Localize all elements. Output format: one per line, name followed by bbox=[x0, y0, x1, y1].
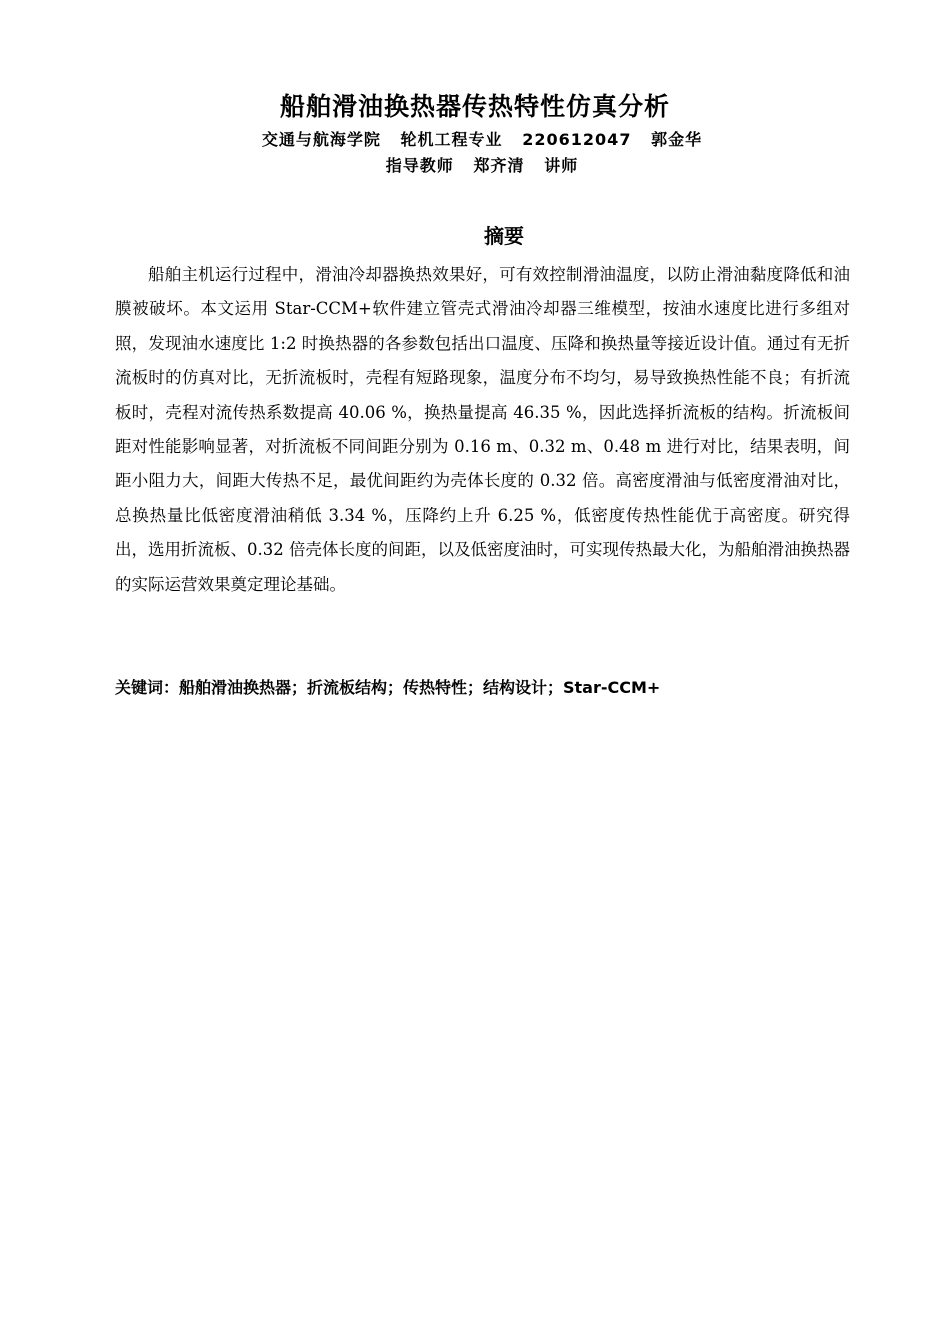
keywords-line: 关键词：船舶滑油换热器；折流板结构；传热特性；结构设计；Star-CCM+ bbox=[115, 678, 661, 697]
paper-title: 船舶滑油换热器传热特性仿真分析 bbox=[279, 92, 670, 121]
abstract-heading: 摘要 bbox=[484, 224, 524, 248]
author-info: 交通与航海学院 轮机工程专业 220612047 郭金华 bbox=[261, 130, 703, 149]
advisor-info: 指导教师 郑齐清 讲师 bbox=[385, 156, 579, 175]
abstract-body: 船舶主机运行过程中，滑油冷却器换热效果好，可有效控制滑油温度，以防止滑油黏度降低和油膜被破坏。本文运用 Star-CCM+软件建立管壳式滑油冷却器三维模型，按油水速度比进行多组对照，发现油水速度比 1:2 时换热器的各参数包括出口温度、压降和换热量等接近设计值。通过有无折流板时的仿真对比，无折流板时，壳程有短路现象，温度分布不均匀，易导致换热性能不良；有折流板时，壳程对流传热系数提高 40.06 %，换热量提高 46.35 %，因此选择折流板的结构。折流板间距对性能影响显著，对折流板不同间距分别为 0.16 m、0.32 m、0.48 m 进行对比，结果表明，间距小阻力大，间距大传热不足，最优间距约为壳体长度的 0.32 倍。高密度滑油与低密度滑油对比，总换热量比低密度滑油稍低 3.34 %，压降约上升 6.25 %，低密度传热性能优于高密度。研究得出，选用折流板、0.32 倍壳体长度的间距，以及低密度油时，可实现传热最大化，为船舶滑油换热器的实际运营效果奠定理论基础。 bbox=[115, 265, 850, 594]
